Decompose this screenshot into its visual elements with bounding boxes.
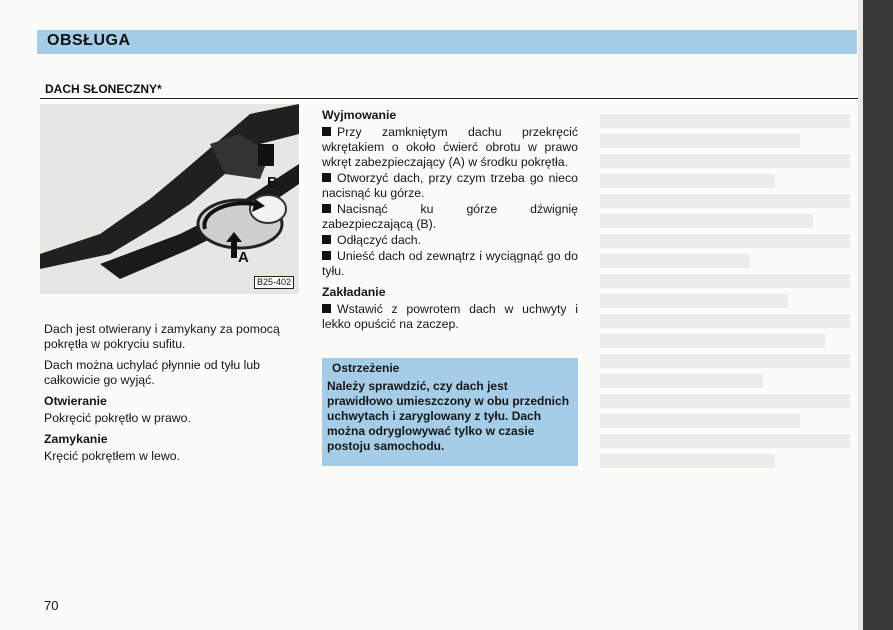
sunroof-figure	[40, 104, 299, 294]
warning-title: Ostrzeżenie	[332, 361, 400, 375]
section-divider	[40, 98, 858, 99]
installation-step-1: Wstawić z powrotem dach w uchwyty i lekko opuścić na zaczep.	[322, 302, 578, 331]
label-a: A	[238, 249, 249, 266]
figure-reference: B25-402	[254, 276, 294, 289]
label-b: B	[267, 174, 278, 191]
header-band	[37, 30, 857, 54]
opening-heading: Otwieranie	[44, 394, 107, 408]
page-number: 70	[44, 598, 59, 613]
scan-border	[863, 0, 893, 630]
left-column	[44, 322, 300, 470]
warning-text: Należy sprawdzić, czy dach jest prawidłowo umieszczony w obu przednich uchwytach i zaryglowany z tyłu. Dach można odryglowywać tylko w czasie postoju samochodu.	[327, 379, 570, 453]
show-through-text	[600, 108, 850, 474]
intro-paragraph: Dach jest otwierany i zamykany za pomocą pokrętła w pokryciu sufitu.	[44, 322, 280, 351]
closing-text: Kręcić pokrętłem w lewo.	[44, 449, 180, 463]
section-title: DACH SŁONECZNY*	[45, 82, 162, 96]
bullet-square-icon	[322, 127, 331, 136]
bullet-square-icon	[322, 251, 331, 260]
closing-heading: Zamykanie	[44, 432, 108, 446]
sunroof-illustration	[40, 104, 299, 294]
removal-step-2: Otworzyć dach, przy czym trzeba go nieco nacisnąć ku górze.	[322, 171, 578, 200]
bullet-square-icon	[322, 235, 331, 244]
removal-step-5: Unieść dach od zewnątrz i wyciągnąć go do tyłu.	[322, 249, 578, 278]
removal-heading: Wyjmowanie	[322, 108, 397, 122]
opening-text: Pokręcić pokrętło w prawo.	[44, 411, 191, 425]
tilt-paragraph: Dach można uchylać płynnie od tyłu lub całkowicie go wyjąć.	[44, 358, 261, 387]
bullet-square-icon	[322, 173, 331, 182]
page-title: OBSŁUGA	[47, 32, 131, 49]
removal-step-1: Przy zamkniętym dachu przekręcić wkrętakiem o około ćwierć obrotu w prawo wkręt zabezpieczający (A) w środku pokrętła.	[322, 125, 578, 169]
bullet-square-icon	[322, 304, 331, 313]
removal-step-3: Nacisnąć ku górze dźwignię zabezpieczającą (B).	[322, 202, 578, 231]
middle-column	[322, 108, 578, 333]
removal-step-4: Odłączyć dach.	[322, 233, 578, 248]
installation-heading: Zakładanie	[322, 285, 386, 299]
bullet-square-icon	[322, 204, 331, 213]
